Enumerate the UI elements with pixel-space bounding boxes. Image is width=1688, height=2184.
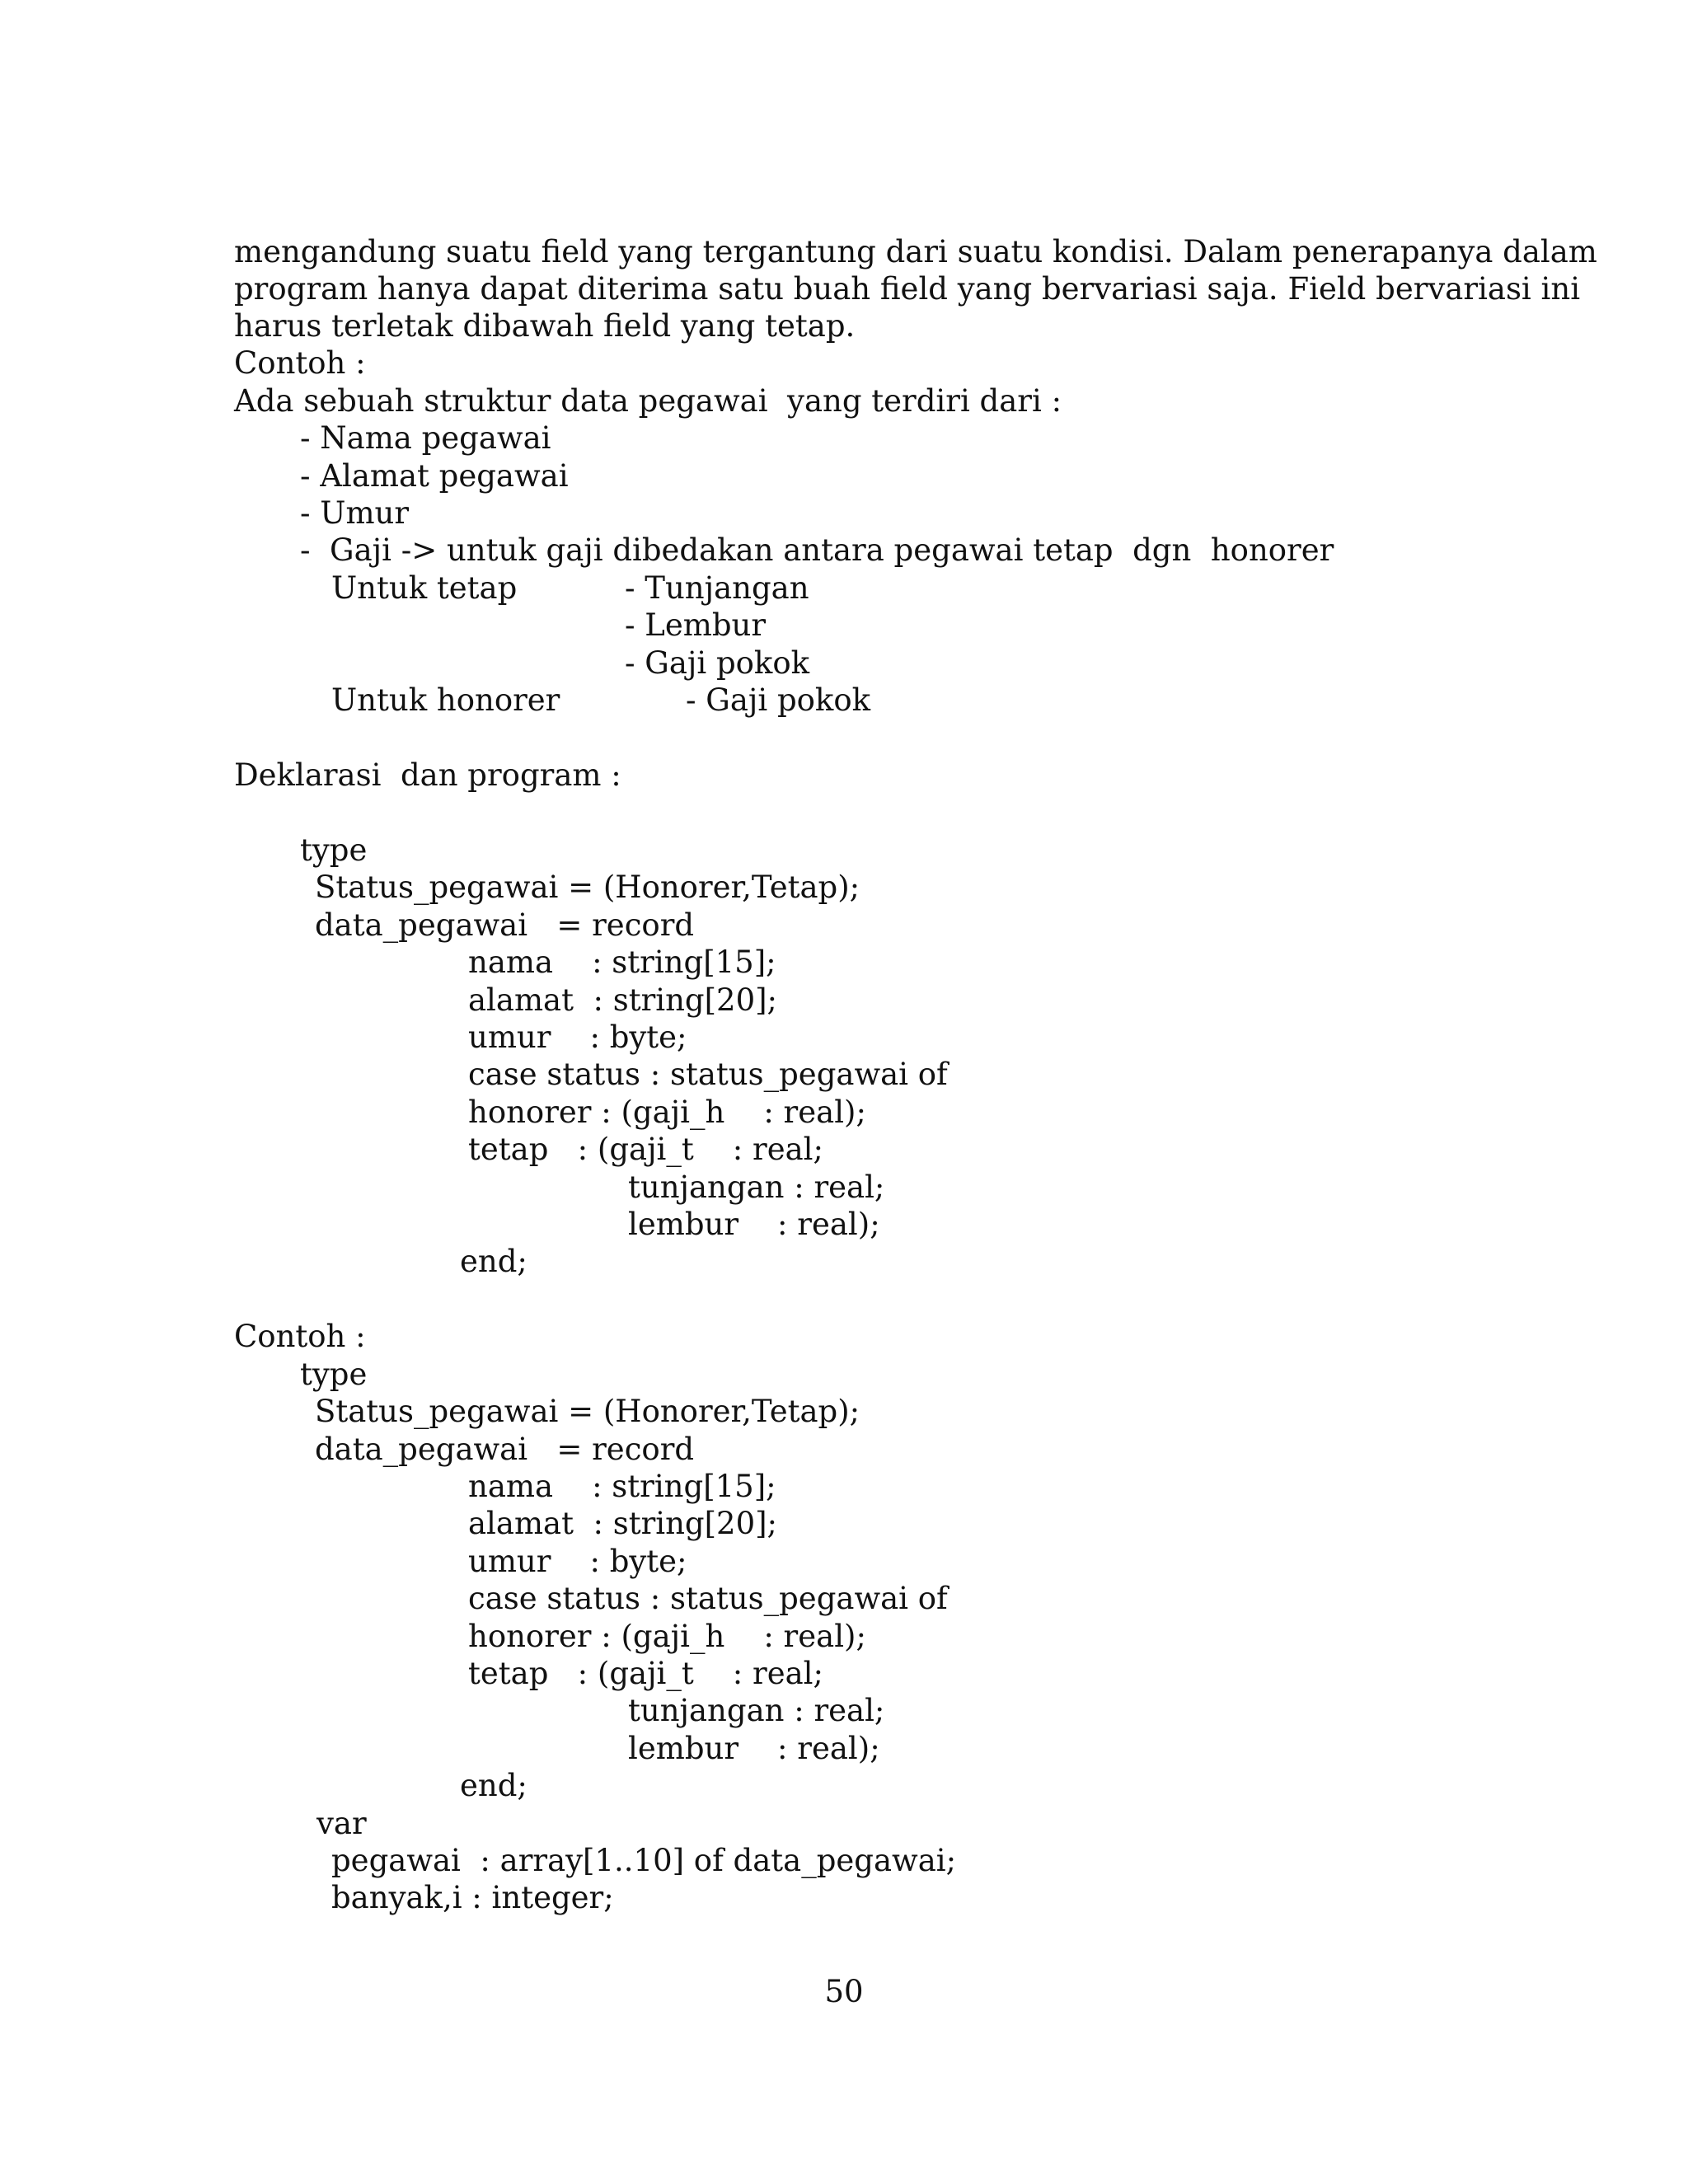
code2-status-line: Status_pegawai = (Honorer,Tetap); [315, 1394, 860, 1429]
code2-var-pegawai: pegawai : array[1..10] of data_pegawai; [331, 1843, 957, 1878]
code1-lembur-line: lembur : real); [628, 1207, 880, 1242]
code2-field-nama: nama : string[15]; [468, 1469, 776, 1504]
code1-record-line: data_pegawai = record [315, 907, 695, 943]
code1-end-line: end; [460, 1244, 528, 1279]
code1-field-alamat: alamat : string[20]; [468, 982, 778, 1018]
code2-lembur-line: lembur : real); [628, 1731, 880, 1766]
code2-case-line: case status : status_pegawai of [468, 1581, 948, 1616]
code2-record-line: data_pegawai = record [315, 1432, 695, 1467]
deklarasi-heading: Deklarasi dan program : [234, 757, 621, 793]
honorer-label: Untuk honorer [331, 682, 560, 718]
contoh-heading-1: Contoh : [234, 345, 366, 381]
list-item-umur: - Umur [300, 495, 410, 531]
page-number: 50 [824, 1974, 864, 2009]
contoh-heading-2: Contoh : [234, 1319, 366, 1354]
code1-tunjangan-line: tunjangan : real; [628, 1169, 885, 1205]
tetap-item-tunjangan: - Tunjangan [625, 570, 809, 606]
paragraph-line-3: harus terletak dibawah field yang tetap. [234, 308, 856, 344]
code2-tetap-line: tetap : (gaji_t : real; [468, 1656, 823, 1691]
code2-var-banyak: banyak,i : integer; [331, 1880, 614, 1915]
list-item-gaji: - Gaji -> untuk gaji dibedakan antara pegawai tetap dgn honorer [300, 532, 1334, 568]
code2-honorer-line: honorer : (gaji_h : real); [468, 1619, 866, 1654]
paragraph-line-2: program hanya dapat diterima satu buah field yang bervariasi saja. Field bervariasi ini [234, 271, 1581, 307]
code2-field-umur: umur : byte; [468, 1544, 687, 1579]
tetap-item-gaji-pokok: - Gaji pokok [625, 645, 810, 681]
code1-field-nama: nama : string[15]; [468, 944, 776, 980]
code2-var-keyword: var [316, 1806, 367, 1841]
code1-field-umur: umur : byte; [468, 1019, 687, 1055]
code2-field-alamat: alamat : string[20]; [468, 1506, 778, 1541]
paragraph-line-1: mengandung suatu field yang tergantung dari suatu kondisi. Dalam penerapanya dalam [234, 234, 1597, 269]
honorer-item-gaji-pokok: - Gaji pokok [686, 682, 871, 718]
code1-case-line: case status : status_pegawai of [468, 1057, 948, 1092]
code2-end-line: end; [460, 1768, 528, 1803]
code2-type-keyword: type [300, 1357, 368, 1392]
list-item-nama: - Nama pegawai [300, 420, 551, 456]
code1-tetap-line: tetap : (gaji_t : real; [468, 1132, 823, 1167]
code1-status-line: Status_pegawai = (Honorer,Tetap); [315, 869, 860, 905]
tetap-item-lembur: - Lembur [625, 607, 767, 643]
tetap-label: Untuk tetap [331, 570, 518, 606]
code2-tunjangan-line: tunjangan : real; [628, 1693, 885, 1728]
code1-type-keyword: type [300, 832, 368, 868]
intro-text: Ada sebuah struktur data pegawai yang terdiri dari : [234, 383, 1062, 419]
list-item-alamat: - Alamat pegawai [300, 458, 569, 494]
code1-honorer-line: honorer : (gaji_h : real); [468, 1094, 866, 1130]
